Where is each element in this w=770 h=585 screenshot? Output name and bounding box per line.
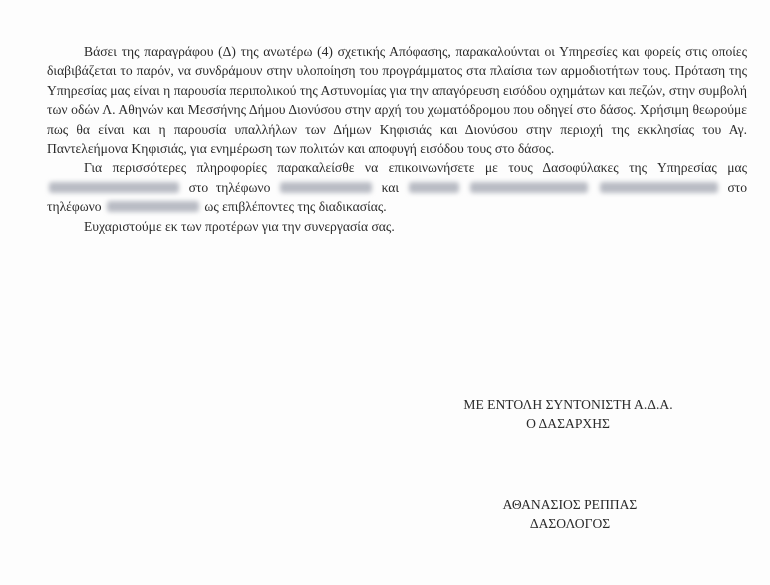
redacted-name-1	[49, 182, 179, 193]
paragraph-2-part-3: και	[381, 179, 400, 195]
signature-block-name	[420, 495, 720, 533]
paragraph-3: Ευχαριστούμε εκ των προτέρων για την συνεργασία σας.	[84, 218, 395, 234]
signature-title-line: Ο ΔΑΣΑΡΧΗΣ	[526, 416, 610, 431]
signatory-role: ΔΑΣΟΛΟΓΟΣ	[529, 516, 611, 531]
signature-authority-line: ΜΕ ΕΝΤΟΛΗ ΣΥΝΤΟΝΙΣΤΗ Α.Δ.Α.	[463, 397, 673, 412]
paragraph-2-part-4: στο τηλέφωνο	[47, 179, 748, 215]
redacted-name-2b	[470, 182, 588, 193]
letter-body	[47, 42, 747, 236]
redacted-phone-2	[107, 201, 199, 212]
redacted-name-2c	[600, 182, 718, 193]
signature-block-authority	[398, 395, 738, 433]
redacted-phone-1	[280, 182, 372, 193]
paragraph-2	[47, 158, 747, 216]
signatory-name: ΑΘΑΝΑΣΙΟΣ ΡΕΠΠΑΣ	[502, 497, 638, 512]
paragraph-2-part-2: στο τηλέφωνο	[188, 179, 271, 195]
paragraph-2-part-1: Για περισσότερες πληροφορίες παρακαλείσθε να επικοινωνήσετε με τους Δασοφύλακες της Υπηρεσίας μας	[84, 160, 747, 176]
paragraph-1: Βάσει της παραγράφου (Δ) της ανωτέρω (4) σχετικής Απόφασης, παρακαλούνται οι Υπηρεσίες και φορείς στις οποίες διαβιβάζεται το παρόν, να συνδράμουν στην υλοποίηση του προγράμματος στα πλαίσια των αρμοδιοτήτων τους. Πρόταση της Υπηρεσίας μας είναι η παρουσία περιπολικού της Αστυνομίας για την απαγόρευση εισόδου οχημάτων και πεζών, στην συμβολή των οδών Λ. Αθηνών και Μεσσήνης Δήμου Διονύσου στην αρχή του χωματόδρομου που οδηγεί στο δάσος. Χρήσιμη θεωρούμε πως θα είναι και η παρουσία υπαλλήλων των Δήμων Κηφισιάς και Διονύσου στην περιοχή της εκκλησίας του Αγ. Παντελεήμονα Κηφισιάς, για ενημέρωση των πολιτών και αποφυγή εισόδου τους στο δάσος.	[47, 44, 747, 157]
paragraph-2-part-5: ως επιβλέποντες της διαδικασίας.	[204, 199, 387, 215]
redacted-name-2a	[409, 182, 459, 193]
